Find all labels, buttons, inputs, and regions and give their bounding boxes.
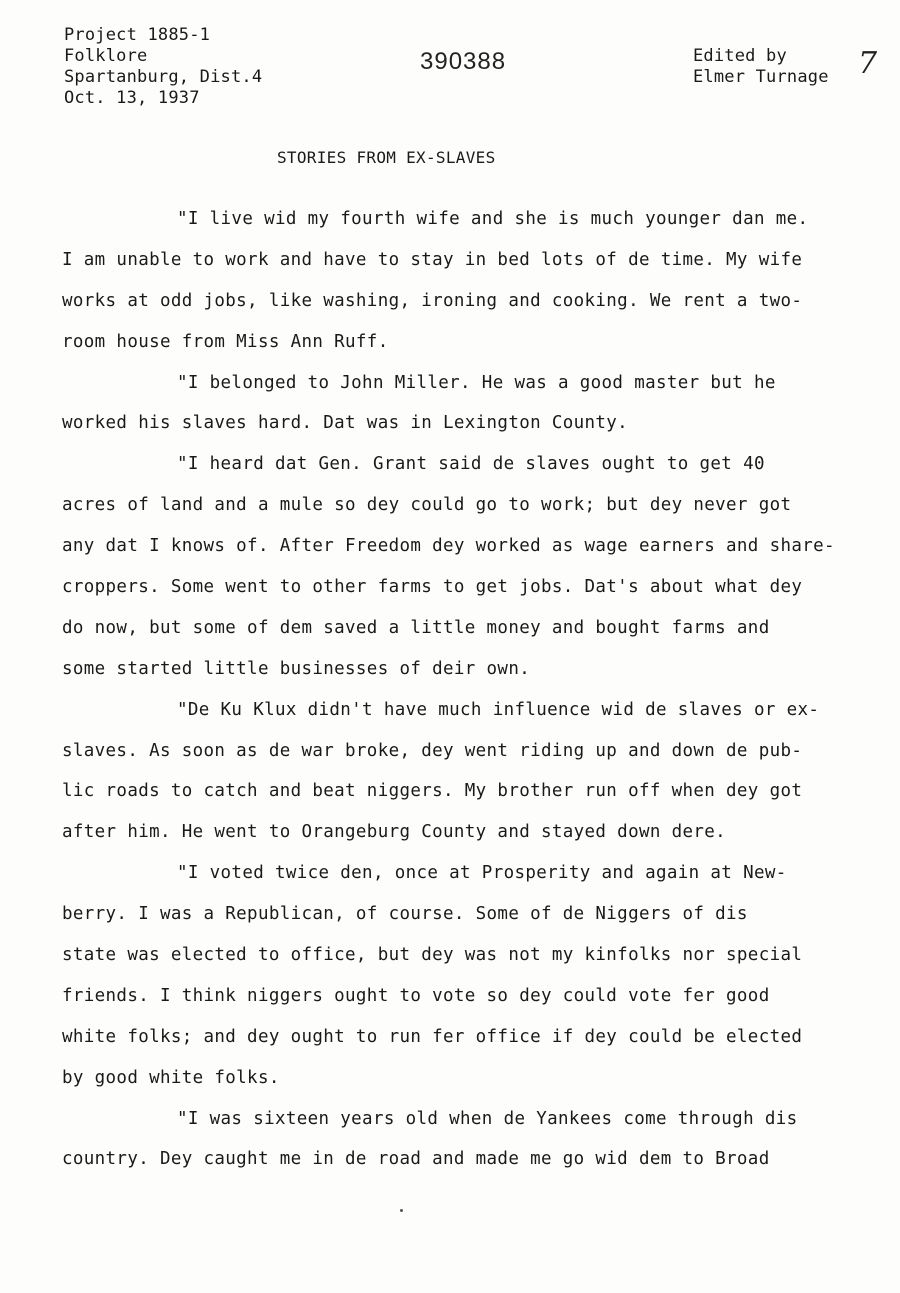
text-line: after him. He went to Orangeburg County and stayed down dere. [62,822,727,843]
text-line: any dat I knows of. After Freedom dey worked as wage earners and share- [62,536,835,557]
text-line: worked his slaves hard. Dat was in Lexington County. [62,413,629,434]
text-line: country. Dey caught me in de road and made me go wid dem to Broad [62,1149,770,1170]
text-line: "De Ku Klux didn't have much influence wid de slaves or ex- [177,699,820,720]
project-number: Project 1885-1 [64,25,211,45]
text-line: "I belonged to John Miller. He was a good master but he [177,372,776,393]
project-info-block [64,25,262,109]
project-location: Spartanburg, Dist.4 [64,67,263,87]
project-date: Oct. 13, 1937 [64,88,200,108]
text-line: slaves. As soon as de war broke, dey went riding up and down de pub- [62,740,803,761]
project-category: Folklore [64,46,148,66]
text-line: by good white folks. [62,1067,280,1088]
text-line: lic roads to catch and beat niggers. My brother run off when dey got [62,781,803,802]
text-line: state was elected to office, but dey was not my kinfolks nor special [62,945,803,966]
text-line: works at odd jobs, like washing, ironing and cooking. We rent a two- [62,290,803,311]
text-line: "I was sixteen years old when de Yankees come through dis [177,1108,798,1129]
document-title: STORIES FROM EX-SLAVES [277,148,496,167]
text-line: "I voted twice den, once at Prosperity and again at New- [177,863,787,884]
text-line: croppers. Some went to other farms to get jobs. Dat's about what dey [62,577,803,598]
text-line: acres of land and a mule so dey could go to work; but dey never got [62,495,792,516]
text-line: white folks; and dey ought to run fer office if dey could be elected [62,1026,803,1047]
document-number: 390388 [420,48,507,75]
text-line: friends. I think niggers ought to vote so dey could vote fer good [62,985,770,1006]
editor-block [693,46,829,88]
text-line: some started little businesses of deir own. [62,658,531,679]
edited-by-label: Edited by [693,46,787,66]
text-line: berry. I was a Republican, of course. Some of de Niggers of dis [62,904,748,925]
narrative-body [62,207,894,1188]
text-line: do now, but some of dem saved a little money and bought farms and [62,617,770,638]
text-line: "I heard dat Gen. Grant said de slaves ought to get 40 [177,454,765,475]
stray-ink-dot [400,1209,403,1212]
text-line: I am unable to work and have to stay in bed lots of de time. My wife [62,249,803,270]
text-line: room house from Miss Ann Ruff. [62,331,389,352]
editor-name: Elmer Turnage [693,67,829,87]
page-number: 7 [858,46,878,81]
text-line: "I live wid my fourth wife and she is much younger dan me. [177,209,809,229]
